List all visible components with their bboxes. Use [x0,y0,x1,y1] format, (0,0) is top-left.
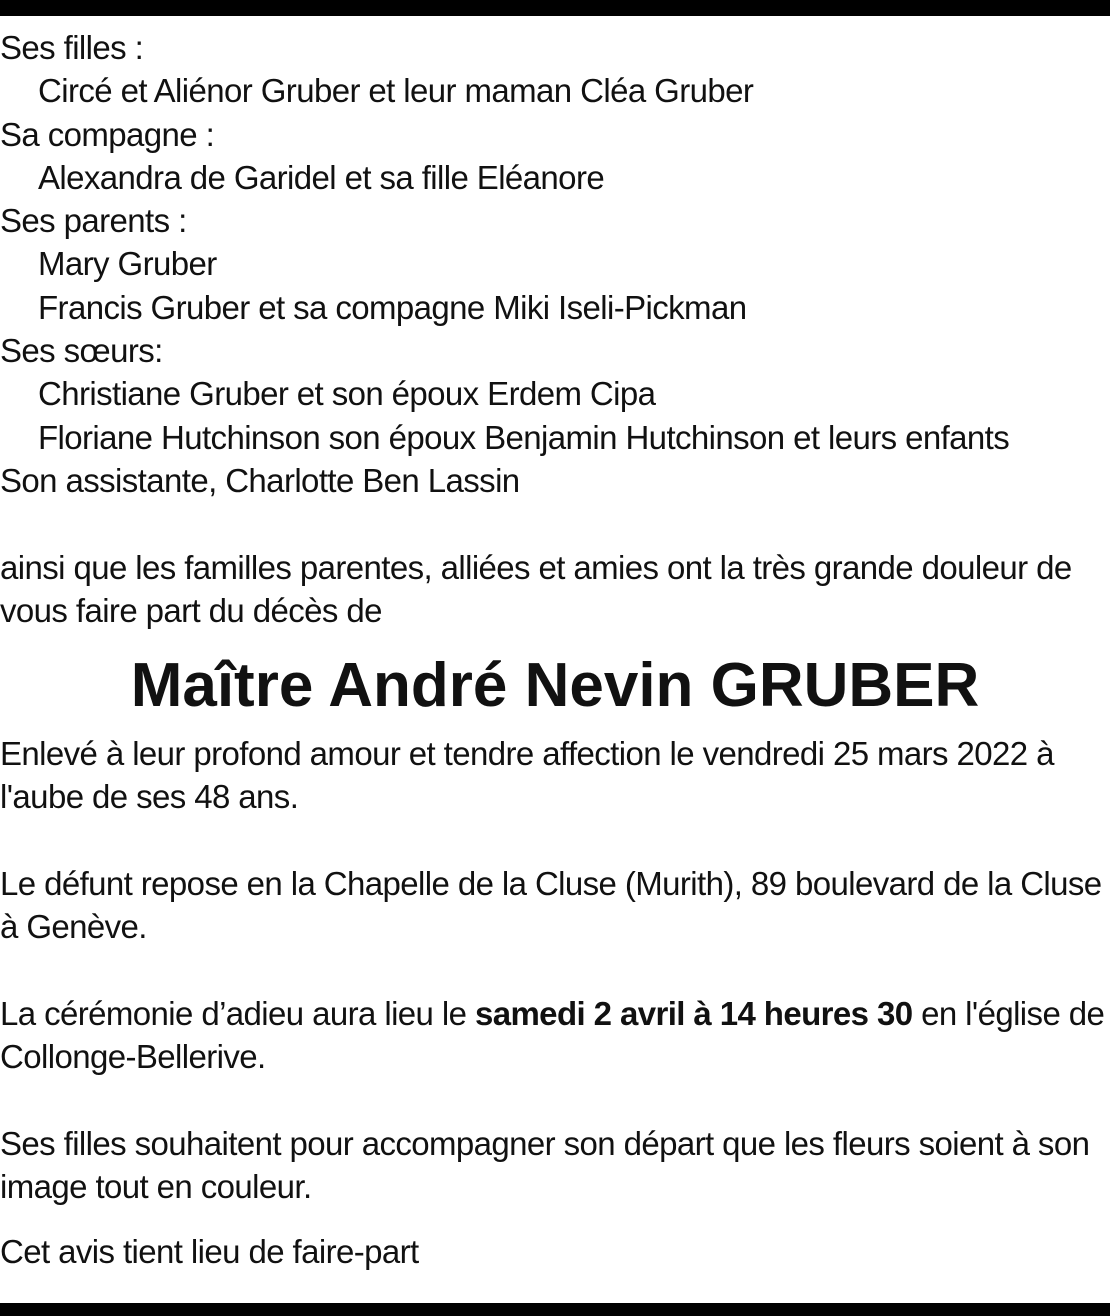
ceremony-text-after: en l'église de [912,994,1105,1032]
partner-heading: Sa compagne : [0,115,215,153]
deceased-name: Maître André Nevin GRUBER [130,651,980,721]
bottom-border-rule [0,1303,1110,1316]
assistant-line: Son assistante, Charlotte Ben Lassin [0,461,520,499]
rest-line-2: à Genève. [0,908,147,946]
closing-line: Cet avis tient lieu de faire-part [0,1233,419,1271]
announcement-line-2: vous faire part du décès de [0,591,382,629]
sister-floriane: Floriane Hutchinson son époux Benjamin Hutchinson et leurs enfants [38,418,1010,456]
announcement-line-1: ainsi que les familles parentes, alliées et amies ont la très grande douleur de [0,548,1072,586]
sisters-heading: Ses sœurs: [0,332,163,370]
parents-heading: Ses parents : [0,202,187,240]
parent-mother: Mary Gruber [38,245,217,283]
ceremony-date-time: samedi 2 avril à 14 heures 30 [474,994,913,1032]
spacer [0,1208,1110,1230]
spacer [0,949,1110,992]
parent-father: Francis Gruber et sa compagne Miki Iseli-Pickman [38,288,747,326]
flowers-line-1: Ses filles souhaitent pour accompagner son départ que les fleurs soient à son [0,1124,1090,1162]
ceremony-line-1 [0,992,1110,1035]
spacer [0,819,1110,862]
passing-line-2: l'aube de ses 48 ans. [0,778,299,816]
obituary-notice [0,26,1110,1274]
spacer [0,1079,1110,1122]
top-border-rule [0,0,1110,16]
passing-line-1: Enlevé à leur profond amour et tendre affection le vendredi 25 mars 2022 à [0,735,1054,773]
daughters-names: Circé et Aliénor Gruber et leur maman Cléa Gruber [38,72,754,110]
sister-christiane: Christiane Gruber et son époux Erdem Cipa [38,375,656,413]
rest-line-1: Le défunt repose en la Chapelle de la Cluse (Murith), 89 boulevard de la Cluse [0,865,1102,903]
daughters-heading: Ses filles : [0,29,144,66]
partner-names: Alexandra de Garidel et sa fille Eléanore [38,158,605,196]
ceremony-text-before: La cérémonie d’adieu aura lieu le [0,994,475,1032]
flowers-line-2: image tout en couleur. [0,1168,312,1206]
ceremony-line-2: Collonge-Bellerive. [0,1038,266,1076]
spacer [0,502,1110,545]
